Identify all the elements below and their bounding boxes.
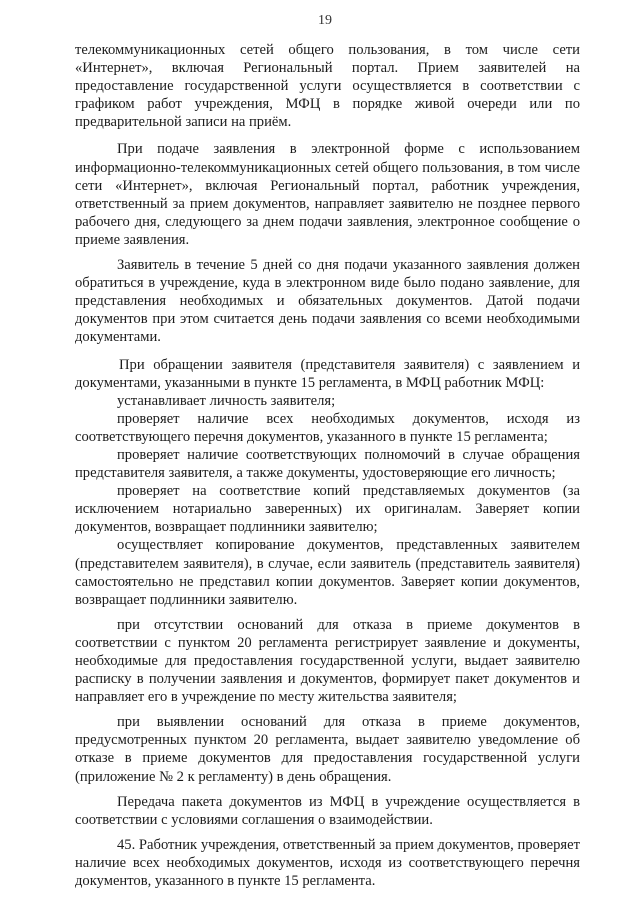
paragraph-mfc-intro: При обращении заявителя (представителя заявителя) с заявлением и документами, указанными в пункте 15 регламента, в МФЦ работник МФЦ: (75, 356, 580, 391)
paragraph-continuation: телекоммуникационных сетей общего пользования, в том числе сети «Интернет», включая Региональный портал. Прием заявителей на предоставление государственной услуги осуществляется в соответствии с графиком работ учреждения, МФЦ в порядке живой очереди или по предварительной записи на приём. (75, 42, 580, 131)
paragraph-electronic-submission: При подаче заявления в электронной форме с использованием информационно-телекоммуникационных сетей общего пользования, в том числе сети «Интернет», включая Региональный портал, работник учреждения, ответственный за прием документов, направляет заявителю не позднее первого рабочего дня, следующего за днем подачи заявления, электронное сообщение о приеме заявления. (75, 141, 580, 248)
paragraph-clause-45: 45. Работник учреждения, ответственный за прием документов, проверяет наличие всех необходимых документов, исходя из соответствующего перечня документов, указанного в пункте 15 регламента. (75, 836, 580, 890)
list-item-check-documents: проверяет наличие всех необходимых документов, исходя из соответствующего перечня документов, указанного в пункте 15 регламента; (75, 410, 580, 445)
document-body (75, 41, 580, 890)
list-item-copy-documents: осуществляет копирование документов, представленных заявителем (представителем заявителя), в случае, если заявитель (представитель заявителя) самостоятельно не представил копии документов. Заверяет копии документов, возвращает подлинники заявителю. (75, 537, 580, 608)
paragraph-transfer: Передача пакета документов из МФЦ в учреждение осуществляется в соответствии с условиями соглашения о взаимодействии. (75, 793, 580, 828)
list-item-identity: устанавливает личность заявителя; (117, 392, 336, 409)
page-number: 19 (318, 13, 332, 28)
list-item-check-authority: проверяет наличие соответствующих полномочий в случае обращения представителя заявителя, а также документы, удостоверяющие его личность; (75, 446, 580, 482)
list-item-no-refusal: при отсутствии оснований для отказа в приеме документов в соответствии с пунктом 20 регламента регистрирует заявление и документы, необходимые для предоставления государственной услуги, выдает заявителю расписку в получении заявления и документов, формирует пакет документов и направляет его в учреждение по месту жительства заявителя; (75, 616, 580, 706)
list-item-refusal: при выявлении оснований для отказа в приеме документов, предусмотренных пунктом 20 регламента, выдает заявителю уведомление об отказе в приеме документов для предоставления государственной услуги (приложение № 2 к регламенту) в день обращения. (75, 714, 580, 785)
paragraph-five-days: Заявитель в течение 5 дней со дня подачи указанного заявления должен обратиться в учреждение, куда в электронном виде было подано заявление, для представления необходимых и обязательных документов. Датой подачи документов при этом считается день подачи заявления со всеми необходимыми документами. (75, 257, 580, 346)
list-item-verify-copies: проверяет на соответствие копий представляемых документов (за исключением нотариально заверенных) их оригиналам. Заверяет копии документов, возвращает подлинники заявителю; (75, 483, 580, 536)
